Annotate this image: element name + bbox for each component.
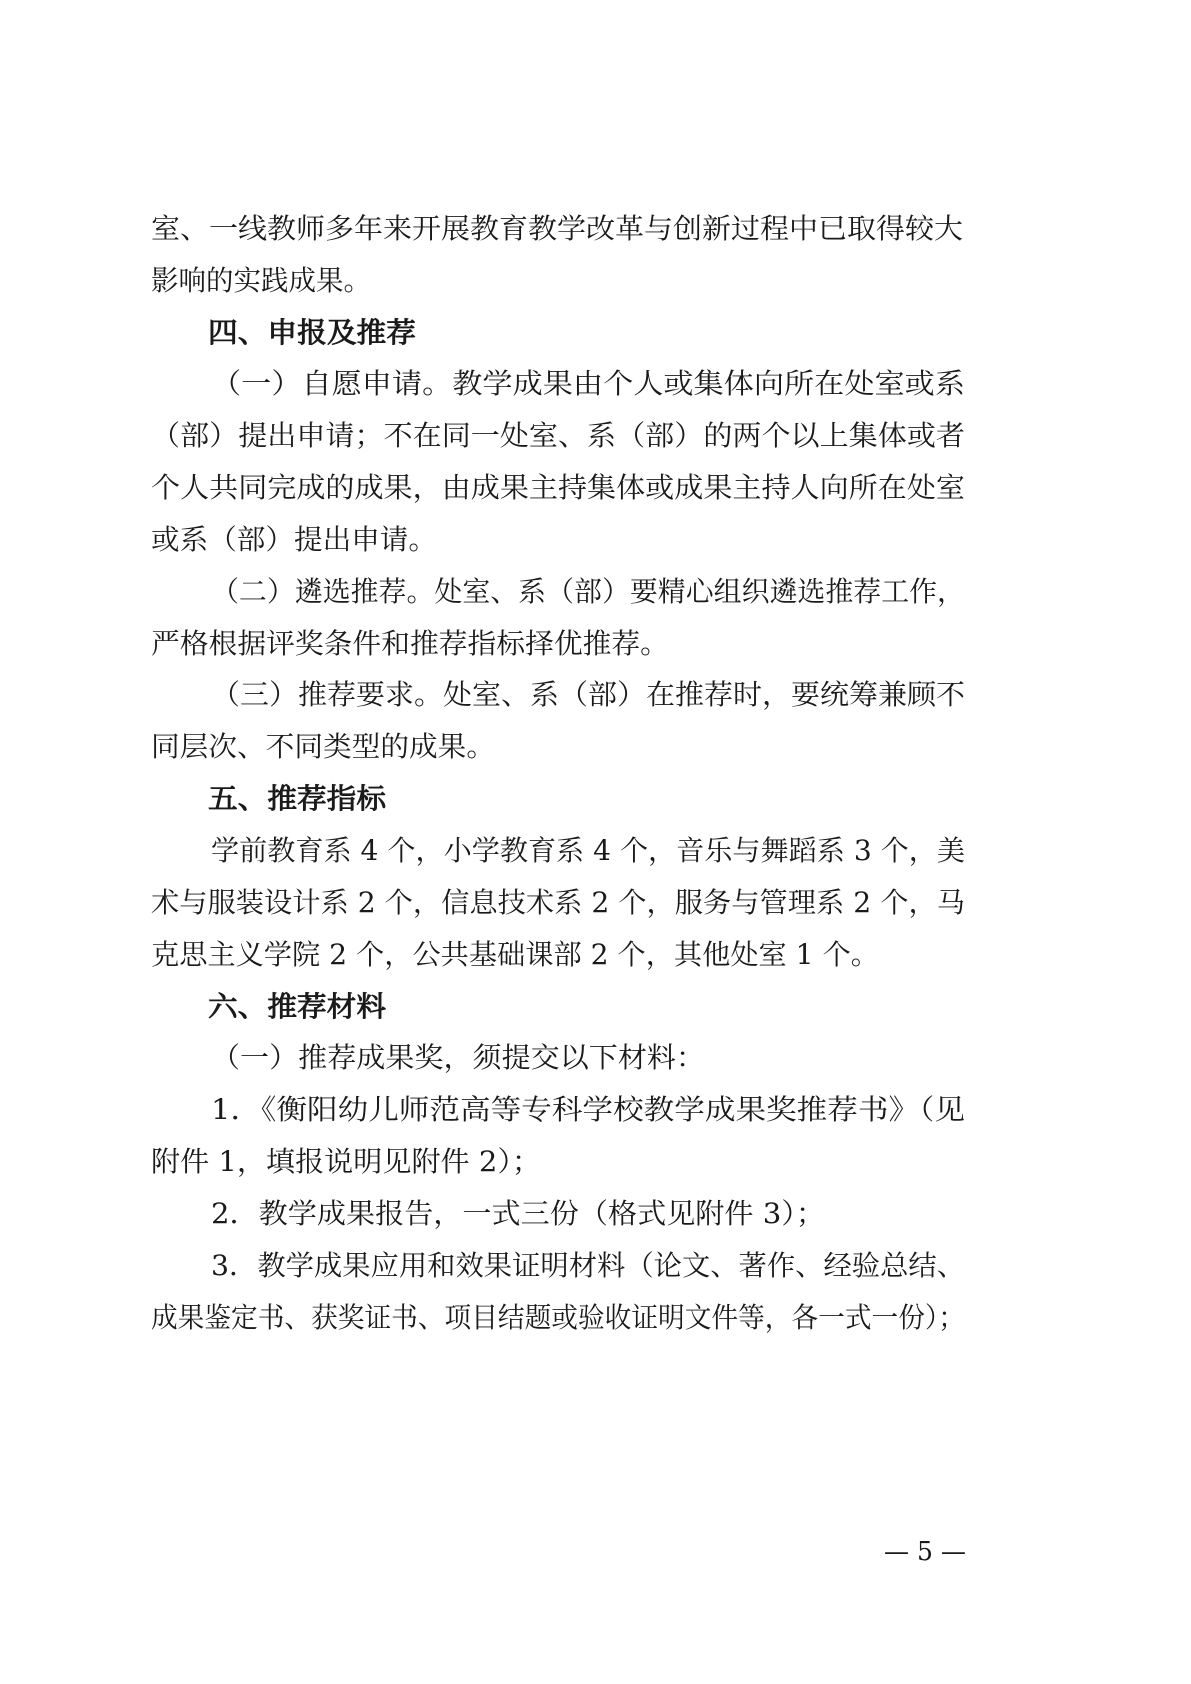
body-text: 或系（部）提出申请。 xyxy=(151,523,438,556)
body-line-16 xyxy=(0,1134,1191,1190)
body-text: （一）推荐成果奖，须提交以下材料： xyxy=(211,1041,706,1074)
body-line-4 xyxy=(0,408,1191,464)
body-text: 3．教学成果应用和效果证明材料（论文、著作、经验总结、 xyxy=(211,1249,966,1282)
body-text: 2．教学成果报告，一式三份（格式见附件 3）； xyxy=(211,1197,825,1230)
body-line-3 xyxy=(0,356,1191,412)
body-text: 术与服装设计系 2 个，信息技术系 2 个，服务与管理系 2 个，马 xyxy=(151,886,965,919)
body-text: 同层次、不同类型的成果。 xyxy=(151,730,496,763)
body-line-9 xyxy=(0,667,1191,723)
body-text: 成果鉴定书、获奖证书、项目结题或验收证明文件等，各一式一份）； xyxy=(151,1301,965,1334)
heading-text: 六、推荐材料 xyxy=(208,990,386,1023)
body-line-17 xyxy=(0,1186,1191,1242)
page-number xyxy=(0,1532,1191,1572)
body-line-19 xyxy=(0,1290,1191,1346)
section-heading-4 xyxy=(0,305,1191,361)
body-text: （一）自愿申请。教学成果由个人或集体向所在处室或系 xyxy=(211,367,965,400)
body-line-12 xyxy=(0,875,1191,931)
body-text: 学前教育系 4 个，小学教育系 4 个，音乐与舞蹈系 3 个，美 xyxy=(211,834,966,867)
heading-text: 四、申报及推荐 xyxy=(208,316,416,349)
section-heading-6 xyxy=(0,979,1191,1035)
body-text: 克思主义学院 2 个，公共基础课部 2 个，其他处室 1 个。 xyxy=(151,938,879,971)
body-text: 影响的实践成果。 xyxy=(151,264,372,297)
heading-text: 五、推荐指标 xyxy=(208,782,386,815)
body-text: 严格根据评奖条件和推荐指标择优推荐。 xyxy=(151,627,669,660)
body-line-11 xyxy=(0,823,1191,879)
body-line-13 xyxy=(0,927,1191,983)
body-line-14 xyxy=(0,1030,1191,1086)
body-line-7 xyxy=(0,564,1191,620)
body-line-10 xyxy=(0,719,1191,775)
section-heading-5 xyxy=(0,771,1191,827)
body-line-18 xyxy=(0,1238,1191,1294)
page-number-text: — 5 — xyxy=(884,1537,966,1567)
body-line-6 xyxy=(0,512,1191,568)
body-text: 个人共同完成的成果，由成果主持集体或成果主持人向所在处室 xyxy=(151,471,965,504)
body-line-8 xyxy=(0,616,1191,672)
body-line-1 xyxy=(0,201,1191,257)
body-line-5 xyxy=(0,460,1191,516)
body-text: （三）推荐要求。处室、系（部）在推荐时，要统筹兼顾不 xyxy=(211,678,966,711)
body-text: 1．《衡阳幼儿师范高等专科学校教学成果奖推荐书》（见 xyxy=(211,1093,965,1126)
body-text: 附件 1，填报说明见附件 2）； xyxy=(151,1145,542,1178)
body-text: 室、一线教师多年来开展教育教学改革与创新过程中已取得较大 xyxy=(151,212,964,245)
body-line-2 xyxy=(0,253,1191,309)
body-text: （部）提出申请；不在同一处室、系（部）的两个以上集体或者 xyxy=(151,419,965,452)
body-line-15 xyxy=(0,1082,1191,1138)
body-text: （二）遴选推荐。处室、系（部）要精心组织遴选推荐工作， xyxy=(211,575,965,608)
